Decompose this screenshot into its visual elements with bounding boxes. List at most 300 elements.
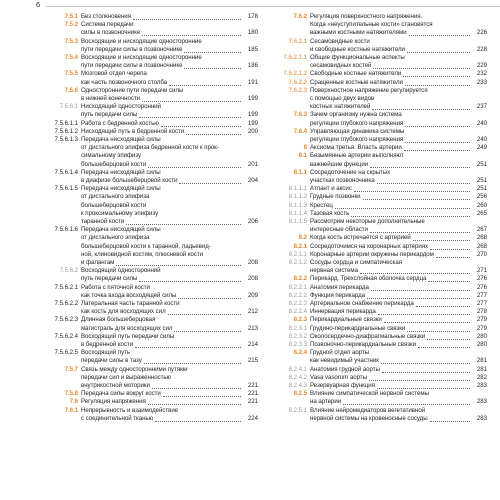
- toc-entry-title: [81, 267, 258, 283]
- toc-entry-title-line: Крестец: [310, 201, 333, 209]
- toc-entry-number: 8.2.2: [293, 275, 307, 283]
- toc-entry-page: 283: [476, 414, 487, 422]
- toc-dot-leader: [373, 62, 470, 69]
- toc-entry-number: 8.1: [298, 152, 307, 160]
- toc-dot-leader: [161, 120, 241, 127]
- toc-entry-title-line: передачи силы в тазу: [81, 357, 142, 365]
- toc-entry-title: [310, 325, 487, 333]
- toc-entry-title-line: таранной кости: [81, 218, 125, 225]
- toc-entry-title-line: в нижней конечности: [81, 95, 140, 102]
- toc-entry-number: 7.5.6.1.5: [54, 185, 78, 193]
- toc-entry-title-line: Восходящие и нисходящие односторонние: [81, 37, 202, 45]
- toc-entry-title: [81, 38, 258, 54]
- toc-entry-title: [310, 193, 487, 201]
- toc-dot-leader: [369, 374, 470, 381]
- toc-entry[interactable]: [275, 333, 487, 341]
- toc-entry-title-line: Аксиома третья. Власть артерии: [310, 144, 402, 152]
- toc-entry[interactable]: [46, 349, 258, 365]
- toc-entry-title-line: силы в позвоночнике: [81, 29, 141, 37]
- toc-entry[interactable]: [46, 70, 258, 86]
- toc-entry-page: 277: [476, 291, 487, 299]
- toc-entry[interactable]: [46, 87, 258, 103]
- toc-entry-title-line: Когда кость встречается с артерией: [310, 234, 411, 242]
- toc-dot-leader: [335, 202, 470, 209]
- toc-entry-title: [310, 300, 487, 308]
- toc-entry-title-line: как точка входа восходящей силы: [81, 291, 177, 299]
- toc-entry-page: 191: [247, 78, 258, 86]
- toc-entry-page: 271: [476, 267, 487, 275]
- toc-entry[interactable]: [275, 87, 487, 112]
- toc-entry-title-line: внутрикостной моторики: [81, 382, 150, 389]
- toc-entry-title-line: Без столкновения: [81, 13, 131, 20]
- toc-entry-page: 221: [247, 398, 258, 406]
- toc-dot-leader: [404, 144, 470, 151]
- toc-entry-page: 226: [476, 29, 487, 37]
- toc-entry[interactable]: [46, 267, 258, 283]
- toc-entry-number: 7.5.6.1.6: [54, 226, 78, 234]
- toc-entry-title: [310, 374, 487, 382]
- toc-entry-title-line: Передача нисходящей силы: [81, 168, 161, 176]
- toc-dot-leader: [403, 70, 470, 77]
- toc-entry-page: 208: [247, 275, 258, 283]
- toc-dot-leader: [152, 382, 241, 389]
- toc-entry[interactable]: [275, 243, 487, 251]
- toc-entry[interactable]: [275, 185, 487, 193]
- toc-entry[interactable]: [275, 284, 487, 292]
- toc-entry-page: 276: [476, 283, 487, 291]
- toc-entry-number: 7.6.2: [293, 13, 307, 20]
- toc-entry-page: 265: [476, 209, 487, 217]
- toc-entry[interactable]: [275, 128, 487, 144]
- toc-entry-title: [310, 292, 487, 300]
- toc-entry-page: 209: [247, 291, 258, 299]
- toc-entry-title-line: и свободные костные натяжители: [310, 45, 405, 53]
- toc-entry-title: [310, 210, 487, 218]
- toc-entry-number: 7.5.2: [64, 21, 78, 29]
- toc-dot-leader: [155, 415, 241, 422]
- toc-entry-title-line: Функция перикарда: [310, 291, 366, 299]
- toc-entry-title-line: Нисходящий односторонний: [81, 103, 161, 111]
- toc-entry-page: 213: [247, 324, 258, 332]
- toc-entry[interactable]: [275, 390, 487, 406]
- toc-entry-title-line: важными костными натяжителями: [310, 29, 407, 37]
- toc-entry-number: 7.5.6.1: [59, 103, 78, 111]
- toc-entry[interactable]: [275, 54, 487, 70]
- toc-entry[interactable]: [46, 54, 258, 70]
- toc-dot-leader: [343, 398, 470, 405]
- toc-entry[interactable]: [275, 308, 487, 316]
- toc-entry-title-line: Восходящий путь передачи силы: [81, 332, 175, 340]
- toc-entry[interactable]: [275, 144, 487, 152]
- toc-entry-number: 8.2.1.1: [288, 250, 307, 258]
- toc-entry-title-line: путь передачи силы: [81, 111, 138, 119]
- toc-entry-page: 200: [247, 127, 258, 135]
- toc-entry-number: 8.2.1: [293, 242, 307, 250]
- toc-entry-title: [310, 87, 487, 112]
- toc-entry[interactable]: [275, 234, 487, 242]
- toc-entry[interactable]: [46, 21, 258, 37]
- toc-entry[interactable]: [46, 13, 258, 21]
- toc-entry-title: [310, 70, 487, 78]
- toc-entry-title: [310, 218, 487, 234]
- toc-entry-page: 277: [476, 300, 487, 307]
- toc-dot-leader: [133, 13, 241, 20]
- toc-entry-number: 7.5.6.2.5: [54, 349, 78, 357]
- toc-entry[interactable]: [275, 275, 487, 283]
- toc-entry-title: [81, 366, 258, 391]
- toc-entry-title: [310, 333, 487, 341]
- toc-entry[interactable]: [275, 374, 487, 382]
- toc-entry-title-line: Сесамовидные кости: [310, 37, 370, 45]
- toc-entry-title-line: большеберцовой кости: [81, 160, 147, 168]
- toc-dot-leader: [378, 308, 470, 315]
- toc-entry-page: 249: [476, 144, 487, 152]
- toc-entry[interactable]: [46, 185, 258, 226]
- toc-entry-number: 8.2.3.3: [288, 341, 307, 348]
- toc-entry-page: 276: [476, 275, 487, 283]
- toc-entry-number: 7.5.6.1.3: [54, 136, 78, 143]
- toc-dot-leader: [174, 325, 241, 332]
- toc-entry[interactable]: [275, 259, 487, 275]
- toc-dot-leader: [418, 341, 470, 348]
- toc-dot-leader: [382, 366, 470, 373]
- toc-entry-number: 7.5.6.1.1: [54, 119, 78, 127]
- toc-entry-number: 7.6.2.1: [288, 37, 307, 45]
- toc-entry-title-line: Управляющая динамика системы: [310, 127, 405, 135]
- toc-entry-number: 7.5.6.2.1: [54, 283, 78, 291]
- toc-entry-title-line: Сосуды сердца и симпатическая: [310, 259, 402, 266]
- toc-dot-leader: [168, 308, 241, 315]
- toc-dot-leader: [372, 103, 470, 110]
- page-number: 6: [36, 0, 41, 9]
- toc-entry-title: [81, 103, 258, 119]
- toc-entry-page: 260: [476, 201, 487, 209]
- toc-entry[interactable]: [275, 218, 487, 234]
- toc-entry-page: 204: [247, 177, 258, 184]
- toc-entry-page: 240: [476, 136, 487, 143]
- toc-entry[interactable]: [275, 325, 487, 333]
- toc-entry-title: [310, 251, 487, 259]
- toc-entry[interactable]: [46, 103, 258, 119]
- toc-entry-page: 268: [476, 242, 487, 250]
- toc-entry-title-line: Анатомия перикарда: [310, 283, 369, 291]
- toc-entry-title: [310, 382, 487, 390]
- toc-entry-title-line: нервная система: [310, 267, 358, 275]
- toc-entry-number: 8.1.1.3: [288, 201, 307, 209]
- toc-entry[interactable]: [46, 300, 258, 316]
- toc-entry[interactable]: [275, 13, 487, 38]
- toc-entry-number: 7.6.2.2: [288, 78, 307, 86]
- toc-entry-number: 7.5.1: [64, 13, 78, 20]
- toc-entry-title-line: Позвоночно-перикардиальные связки: [310, 341, 417, 348]
- toc-dot-leader: [367, 292, 470, 299]
- toc-dot-leader: [405, 120, 470, 127]
- toc-entry-page: 201: [247, 160, 258, 168]
- toc-entry[interactable]: [275, 210, 487, 218]
- toc-entry-title-line: пути передачи силы в позвоночнике: [81, 62, 183, 70]
- toc-entry-title-line: Передача нисходящей силы: [81, 185, 161, 193]
- toc-entry-title-line: Тазовая кость: [310, 209, 350, 217]
- toc-entry[interactable]: [275, 316, 487, 324]
- toc-entry[interactable]: [275, 169, 487, 185]
- toc-entry-number: 8.2.4.3: [288, 382, 307, 389]
- toc-entry-page: 251: [476, 177, 487, 184]
- toc-entry-title: [81, 185, 258, 226]
- toc-entry-title-line: Грудино-перикардиальные связки: [310, 324, 406, 332]
- toc-entry-page: 278: [476, 308, 487, 316]
- toc-dot-leader: [405, 79, 470, 86]
- toc-entry[interactable]: [46, 333, 258, 349]
- toc-entry[interactable]: [46, 407, 258, 423]
- toc-entry-page: 267: [476, 226, 487, 234]
- toc-entry-title-line: Иннервация перикарда: [310, 308, 376, 316]
- toc-entry-title: [310, 185, 487, 193]
- toc-entry-title-line: как невидимый участник: [310, 357, 379, 365]
- toc-entry-title-line: Система передачи: [81, 21, 134, 29]
- toc-entry-title: [310, 407, 487, 423]
- toc-entry-title-line: от дистального эпифиза: [81, 193, 150, 201]
- toc-entry-title-line: Анатомия грудной аорты: [310, 365, 380, 373]
- toc-dot-leader: [377, 177, 470, 184]
- toc-entry-title-line: Свободные костные натяжители: [310, 70, 402, 78]
- toc-entry[interactable]: [275, 79, 487, 87]
- toc-dot-leader: [148, 161, 241, 168]
- toc-entry-title-line: пути передачи силы в позвоночнике: [81, 45, 183, 53]
- toc-entry-number: 7.6: [69, 398, 78, 406]
- toc-entry-number: 8.1.1.1: [288, 185, 307, 193]
- toc-entry-title-line: и фалангам: [81, 259, 115, 266]
- toc-entry-number: 8.2.4.2: [288, 373, 307, 381]
- toc-entry-title-line: Передача нисходящей силы: [81, 226, 161, 234]
- toc-entry-number: 7.6.2.3: [288, 86, 307, 94]
- toc-entry-title: [310, 169, 487, 185]
- toc-entry-number: 8.2.2.3: [288, 300, 307, 307]
- toc-entry-number: 8.2.3: [293, 316, 307, 324]
- toc-dot-leader: [427, 333, 470, 340]
- toc-entry[interactable]: [46, 390, 258, 398]
- toc-entry[interactable]: [275, 38, 487, 54]
- toc-entry-page: 251: [476, 185, 487, 193]
- toc-entry-page: 282: [476, 373, 487, 381]
- toc-entry-page: 208: [247, 259, 258, 266]
- toc-entry-number: 7.5.6.2: [59, 267, 78, 275]
- toc-dot-leader: [139, 111, 241, 118]
- toc-entry-title: [81, 136, 258, 169]
- toc-entry-number: 7.6.1: [64, 406, 78, 414]
- toc-entry-title-line: путь передачи силы: [81, 275, 138, 283]
- toc-entry-title: [310, 243, 487, 251]
- toc-entry-page: 283: [476, 382, 487, 389]
- toc-entry-title-line: Нисходящий путь в бедренной кости: [81, 127, 185, 135]
- toc-dot-leader: [405, 136, 470, 143]
- toc-entry-title: [310, 144, 487, 152]
- toc-entry-page: 221: [247, 382, 258, 389]
- toc-entry-title-line: Латеральная часть таранной кости: [81, 300, 180, 307]
- toc-entry-number: 8.2.1.2: [288, 259, 307, 266]
- toc-entry-title-line: Грудные позвонки: [310, 193, 361, 201]
- toc-dot-leader: [377, 382, 470, 389]
- toc-entry-number: 8.2.3.2: [288, 332, 307, 340]
- toc-entry[interactable]: [275, 300, 487, 308]
- toc-entry-title-line: на артерии: [310, 398, 342, 406]
- toc-dot-leader: [135, 341, 241, 348]
- toc-entry-number: 7.5.6: [64, 86, 78, 94]
- toc-entry-title-line: Восходящий односторонний: [81, 267, 161, 275]
- toc-entry-title: [310, 152, 487, 168]
- toc-entry[interactable]: [46, 120, 258, 128]
- toc-entry-title: [310, 284, 487, 292]
- toc-entry[interactable]: [46, 316, 258, 332]
- toc-entry-number: 7.6.4: [293, 127, 307, 135]
- toc-entry-title-line: Регуляция напряжения: [81, 398, 146, 406]
- toc-entry-page: 251: [476, 160, 487, 168]
- toc-entry-title: [310, 308, 487, 316]
- toc-entry[interactable]: [275, 349, 487, 365]
- toc-entry-title-line: в диафизе большеберцовой кости: [81, 177, 178, 184]
- toc-entry-number: 8.2.5: [293, 390, 307, 398]
- toc-entry-title-line: большеберцовой кости к таранной, ладьевид-: [81, 242, 211, 250]
- toc-entry-title-line: нервной системы на кровеносные сосуды: [310, 414, 428, 422]
- toc-entry-title-line: в бедренной кости: [81, 341, 134, 348]
- toc-entry-title: [81, 226, 258, 267]
- toc-dot-leader: [178, 292, 241, 299]
- toc-entry-number: 8.2.5.1: [288, 406, 307, 414]
- toc-entry[interactable]: [46, 169, 258, 185]
- toc-entry-title-line: Сосредоточимся на коронарных артериях: [310, 242, 429, 250]
- toc-entry-number: 7.5.3: [64, 37, 78, 45]
- toc-entry[interactable]: [275, 292, 487, 300]
- toc-entry-title-line: Влияние симпатической нервной системы: [310, 390, 429, 398]
- toc-entry[interactable]: [275, 193, 487, 201]
- toc-dot-leader: [430, 243, 470, 250]
- toc-entry[interactable]: [275, 111, 487, 127]
- toc-dot-leader: [413, 234, 470, 241]
- toc-entry-title-line: Односторонние пути передачи силы: [81, 86, 184, 94]
- toc-entry-title-line: Длинная большеберцовая: [81, 316, 156, 324]
- toc-entry-title-line: Артериальное снабжение перикарда: [310, 300, 414, 307]
- toc-dot-leader: [126, 218, 241, 225]
- toc-dot-leader: [430, 415, 470, 422]
- toc-dot-leader: [381, 357, 470, 364]
- toc-entry-title-line: Атлант и аксис: [310, 185, 352, 193]
- toc-entry-number: 8.1.1: [293, 168, 307, 176]
- toc-entry-title: [81, 120, 258, 128]
- toc-entry-title: [81, 169, 258, 185]
- toc-entry-page: 199: [247, 119, 258, 127]
- toc-entry-page: 270: [476, 250, 487, 258]
- toc-entry-title: [81, 407, 258, 423]
- toc-entry-title: [310, 349, 487, 365]
- toc-dot-leader: [371, 284, 470, 291]
- toc-entry-title-line: симальному эпифизу: [81, 152, 142, 160]
- toc-entry-number: 7.5.6.1.2: [54, 127, 78, 135]
- toc-entry-page: 279: [476, 316, 487, 324]
- toc-dot-leader: [169, 79, 241, 86]
- toc-entry-title-line: Околосердечно-диафрагмальные связки: [310, 332, 426, 340]
- toc-dot-leader: [186, 128, 241, 135]
- toc-dot-leader: [351, 210, 470, 217]
- toc-entry-number: 8.1.1.2: [288, 193, 307, 201]
- toc-entry-page: 256: [476, 193, 487, 201]
- toc-entry-title-line: Связь между односторонними путями: [81, 365, 188, 373]
- toc-entry[interactable]: [275, 341, 487, 349]
- toc-entry-number: 8.2.2.1: [288, 283, 307, 291]
- toc-entry-page: 240: [476, 119, 487, 127]
- toc-entry-page: 180: [247, 29, 258, 37]
- toc-entry-title-line: Резервуарная функция: [310, 382, 375, 389]
- toc-entry-page: 279: [476, 324, 487, 332]
- toc-entry[interactable]: [46, 226, 258, 267]
- toc-entry-title: [310, 234, 487, 242]
- toc-entry-title: [310, 366, 487, 374]
- toc-entry-page: 229: [476, 62, 487, 70]
- toc-entry-number: 8: [303, 144, 307, 152]
- toc-entry-title-line: Непрерывность и взаимодействие: [81, 406, 179, 414]
- toc-entry-title-line: Работа с пяточной кости: [81, 283, 150, 291]
- toc-entry-title-line: передачи сил и выраженностью: [81, 373, 172, 381]
- toc-entry-number: 8.1.1.4: [288, 209, 307, 217]
- toc-entry[interactable]: [275, 70, 487, 78]
- toc-entry[interactable]: [275, 152, 487, 168]
- toc-entry-title-line: Коронарные артерии окружены перикардом: [310, 250, 434, 258]
- toc-entry-title: [310, 202, 487, 210]
- toc-entry[interactable]: [275, 407, 487, 423]
- toc-entry[interactable]: [46, 128, 258, 136]
- toc-entry-title: [81, 300, 258, 316]
- toc-entry[interactable]: [275, 366, 487, 374]
- toc-entry-title-line: Работа с бедренной костью: [81, 119, 159, 127]
- toc-dot-leader: [184, 46, 241, 53]
- toc-entry-title: [310, 316, 487, 324]
- toc-entry-title: [81, 13, 258, 21]
- toc-entry[interactable]: [275, 382, 487, 390]
- toc-entry-title-line: Когда «неуступительные кости» становятся: [310, 21, 433, 29]
- toc-entry[interactable]: [46, 284, 258, 300]
- toc-entry[interactable]: [275, 251, 487, 259]
- toc-entry-title-line: Грудной отдел аорты: [310, 349, 370, 357]
- toc-entry-title: [310, 111, 487, 127]
- toc-entry-title-line: как часть позвоночного столба: [81, 78, 168, 86]
- toc-entry[interactable]: [46, 136, 258, 169]
- toc-entry-title: [81, 349, 258, 365]
- toc-dot-leader: [409, 29, 470, 36]
- toc-entry-page: 233: [476, 78, 487, 86]
- toc-entry-title: [310, 259, 487, 275]
- toc-entry[interactable]: [46, 398, 258, 406]
- toc-entry-title-line: от дистального эпифиза: [81, 234, 150, 242]
- toc-entry-number: 7.5.7: [64, 365, 78, 373]
- toc-entry-title: [81, 316, 258, 332]
- toc-entry[interactable]: [46, 366, 258, 391]
- toc-entry[interactable]: [46, 38, 258, 54]
- toc-entry-title-line: Передача силы вокруг кости: [81, 390, 161, 398]
- toc-dot-leader: [116, 259, 241, 266]
- toc-entry-title-line: с соединительной тканью: [81, 414, 154, 422]
- toc-entry-title-line: сесамовидных костей: [310, 62, 372, 70]
- toc-entry-number: 8.2.2.4: [288, 308, 307, 316]
- toc-entry-title: [81, 21, 258, 37]
- toc-entry-title-line: участках позвоночника: [310, 177, 375, 184]
- toc-entry-title-line: Общие функциональные аспекты: [310, 54, 405, 61]
- toc-dot-leader: [144, 357, 241, 364]
- toc-dot-leader: [139, 275, 241, 282]
- toc-entry-title: [310, 79, 487, 87]
- toc-entry-title-line: Vasa vasorum аорты: [310, 373, 367, 381]
- toc-entry-page: 221: [247, 390, 258, 398]
- toc-entry-title-line: Поверхностное напряжение регулируется: [310, 86, 428, 94]
- toc-entry[interactable]: [275, 202, 487, 210]
- toc-dot-leader: [407, 46, 470, 53]
